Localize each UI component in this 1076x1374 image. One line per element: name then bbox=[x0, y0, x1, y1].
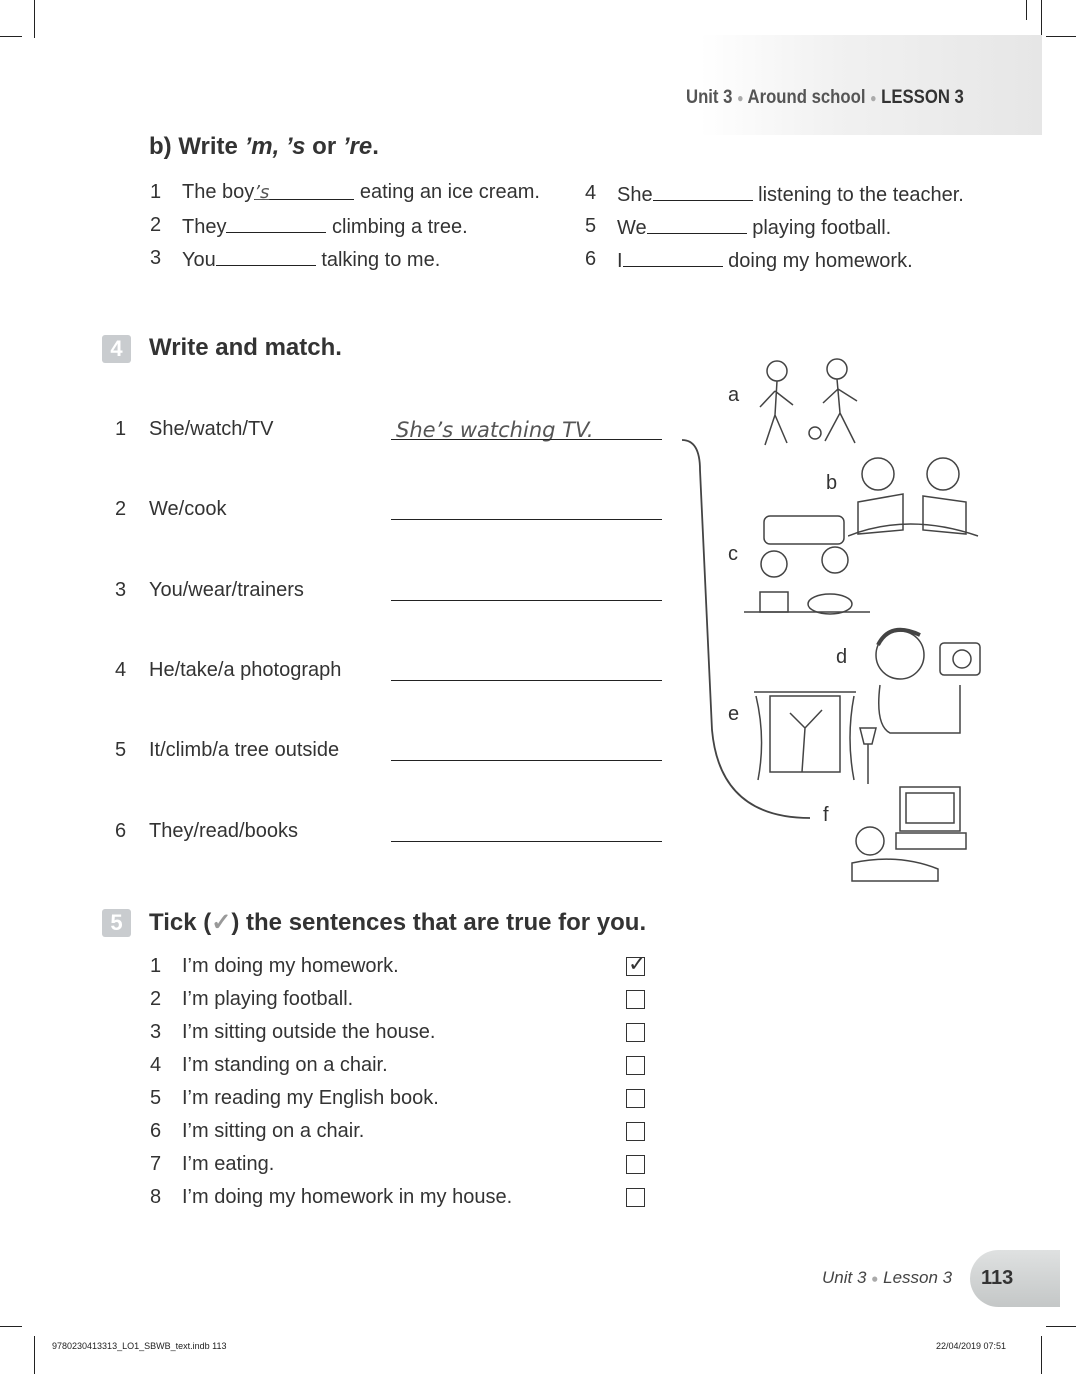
answer-line[interactable] bbox=[391, 680, 662, 681]
answer-blank[interactable] bbox=[216, 247, 316, 266]
picture-letter: d bbox=[836, 646, 848, 668]
answer-blank[interactable] bbox=[226, 214, 326, 233]
fill-in-sentence: The boy’s eating an ice cream. bbox=[182, 181, 540, 203]
answer-line[interactable] bbox=[391, 439, 662, 440]
answer-line[interactable] bbox=[391, 760, 662, 761]
crop-mark bbox=[1046, 36, 1076, 37]
item-number: 3 bbox=[150, 1021, 162, 1043]
item-number: 6 bbox=[115, 819, 127, 842]
sentence: I’m doing my homework. bbox=[182, 955, 399, 977]
picture-window-tree bbox=[750, 688, 880, 788]
page-number: 113 bbox=[981, 1267, 1014, 1289]
picture-letter: f bbox=[823, 804, 829, 826]
item-number: 2 bbox=[150, 988, 162, 1010]
item-number: 1 bbox=[150, 181, 162, 203]
running-header: Unit 3 ● Around school ● LESSON 3 bbox=[686, 87, 964, 108]
answer-line[interactable] bbox=[391, 519, 662, 520]
sentence: I’m eating. bbox=[182, 1153, 275, 1175]
item-number: 2 bbox=[150, 214, 162, 236]
item-number: 5 bbox=[150, 1087, 162, 1109]
header-topic: Around school bbox=[747, 87, 866, 108]
part-b-title: b) Write ’m, ’s or ’re. bbox=[149, 133, 379, 160]
prompt-words: He/take/a photograph bbox=[149, 658, 342, 681]
crop-mark bbox=[34, 1336, 35, 1374]
check-icon: ✓ bbox=[628, 951, 647, 976]
file-slug: 9780230413313_LO1_SBWB_text.indb 113 bbox=[52, 1341, 227, 1351]
picture-letter: e bbox=[728, 703, 740, 725]
picture-letter: b bbox=[826, 472, 838, 494]
footer-unit-lesson: Unit 3 ● Lesson 3 bbox=[822, 1268, 953, 1287]
picture-boys-football bbox=[745, 355, 875, 450]
crop-mark bbox=[34, 0, 35, 38]
header-lesson: LESSON 3 bbox=[881, 87, 964, 108]
answer-line[interactable] bbox=[391, 600, 662, 601]
item-number: 7 bbox=[150, 1153, 162, 1175]
exercise-number-badge: 4 bbox=[102, 335, 131, 363]
item-number: 2 bbox=[115, 498, 127, 521]
tick-checkbox[interactable] bbox=[626, 1188, 645, 1207]
item-number: 8 bbox=[150, 1186, 162, 1208]
item-number: 5 bbox=[115, 739, 127, 762]
answer-line[interactable] bbox=[391, 841, 662, 842]
header-band bbox=[700, 35, 1042, 135]
tick-checkbox[interactable] bbox=[626, 1023, 645, 1042]
item-number: 3 bbox=[150, 247, 162, 269]
tick-checkbox[interactable] bbox=[626, 1155, 645, 1174]
item-number: 1 bbox=[150, 955, 162, 977]
item-number: 6 bbox=[150, 1120, 162, 1142]
prompt-words: We/cook bbox=[149, 498, 227, 521]
tick-checkbox[interactable] bbox=[626, 1056, 645, 1075]
item-number: 6 bbox=[585, 248, 597, 270]
prompt-words: You/wear/trainers bbox=[149, 578, 304, 601]
answer-blank[interactable]: ’s bbox=[254, 181, 354, 200]
picture-letter: c bbox=[728, 543, 738, 565]
crop-mark bbox=[0, 36, 22, 37]
picture-cooking bbox=[740, 512, 880, 632]
item-number: 4 bbox=[115, 658, 127, 681]
crop-mark bbox=[1041, 1336, 1042, 1374]
print-date: 22/04/2019 07:51 bbox=[936, 1341, 1007, 1351]
crop-mark bbox=[0, 1326, 22, 1327]
picture-watching-tv bbox=[848, 783, 973, 883]
item-number: 4 bbox=[150, 1054, 162, 1076]
prompt-words: It/climb/a tree outside bbox=[149, 739, 340, 762]
item-number: 5 bbox=[585, 215, 597, 237]
answer-blank[interactable] bbox=[647, 215, 747, 234]
tick-checkbox[interactable] bbox=[626, 1122, 645, 1141]
header-unit: Unit 3 bbox=[686, 87, 733, 108]
sentence: I’m sitting on a chair. bbox=[182, 1120, 365, 1142]
fill-in-sentence: She listening to the teacher. bbox=[617, 184, 964, 206]
exercise-4-title: Write and match. bbox=[149, 334, 342, 361]
exercise-5-title: Tick (✓) the sentences that are true for you. bbox=[149, 909, 647, 936]
tick-checkbox[interactable] bbox=[626, 951, 647, 976]
prompt-words: They/read/books bbox=[149, 819, 298, 842]
sentence: I’m doing my homework in my house. bbox=[182, 1186, 513, 1208]
sentence: I’m reading my English book. bbox=[182, 1087, 439, 1109]
tick-checkbox[interactable] bbox=[626, 1089, 645, 1108]
fill-in-sentence: You talking to me. bbox=[182, 249, 441, 271]
item-number: 3 bbox=[115, 578, 127, 601]
fill-in-sentence: They climbing a tree. bbox=[182, 216, 468, 238]
fill-in-sentence: We playing football. bbox=[617, 217, 892, 239]
fill-in-sentence: I doing my homework. bbox=[617, 250, 913, 272]
item-number: 1 bbox=[115, 418, 127, 440]
picture-man-photograph bbox=[870, 615, 995, 735]
tick-checkbox[interactable] bbox=[626, 990, 645, 1009]
sentence: I’m standing on a chair. bbox=[182, 1054, 388, 1076]
picture-letter: a bbox=[728, 384, 740, 406]
crop-mark bbox=[1046, 1326, 1076, 1327]
exercise-number-badge: 5 bbox=[102, 909, 131, 937]
sentence: I’m sitting outside the house. bbox=[182, 1021, 436, 1043]
answer-text[interactable]: She’s watching TV. bbox=[396, 418, 594, 442]
answer-blank[interactable] bbox=[653, 182, 753, 201]
crop-mark bbox=[1041, 0, 1042, 38]
item-number: 4 bbox=[585, 182, 597, 204]
sentence: I’m playing football. bbox=[182, 988, 354, 1010]
crop-mark bbox=[1026, 0, 1027, 20]
prompt-words: She/watch/TV bbox=[149, 418, 274, 440]
answer-blank[interactable] bbox=[623, 248, 723, 267]
